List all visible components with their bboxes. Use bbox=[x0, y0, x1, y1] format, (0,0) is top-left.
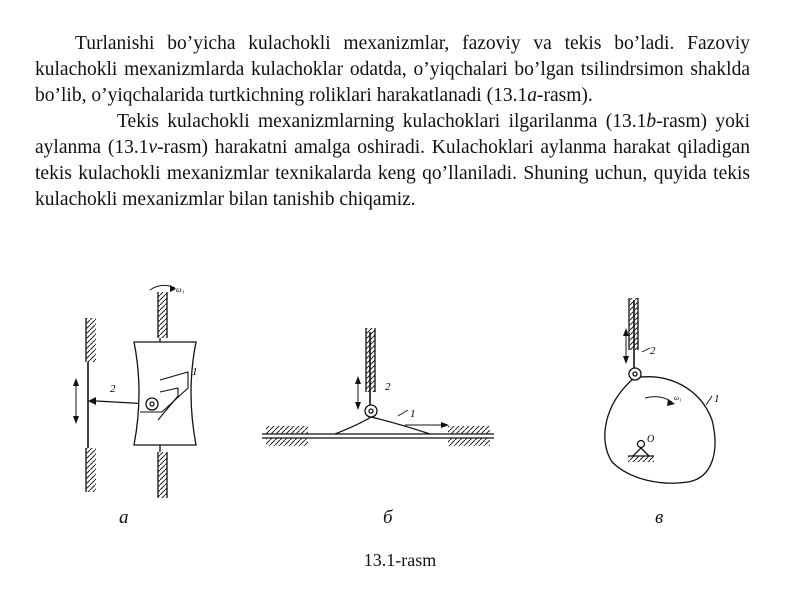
paragraph-2 bbox=[35, 109, 750, 213]
diagram-a-omega: ω₁ bbox=[176, 285, 185, 294]
cam-mechanisms-figure bbox=[0, 280, 800, 530]
ref-letter-v: v bbox=[148, 137, 158, 158]
ref-letter-a: a bbox=[527, 85, 537, 106]
ref-letter-b: b bbox=[646, 111, 657, 132]
figure-label-a: а bbox=[119, 507, 129, 528]
figure-label-v: в bbox=[655, 507, 664, 528]
figure-caption: 13.1-rasm bbox=[363, 550, 437, 570]
diagram-b bbox=[262, 328, 494, 446]
diagram-v-omega: ω₁ bbox=[674, 394, 682, 402]
paragraph-1-end: -rasm). bbox=[536, 85, 593, 106]
diagram-a bbox=[73, 285, 196, 498]
paragraph-1 bbox=[35, 31, 750, 109]
diagram-b-part-2: 2 bbox=[385, 381, 391, 393]
body-text bbox=[35, 31, 750, 213]
paragraph-1-text: Turlanishi bo’yicha kulachokli mexanizmlar, fazoviy va tekis bo’ladi. Fazoviy kulachokli mexanizmlarda kulachoklar odatda, o’yiqchalari bo’lgan tsilindrsimon shaklda bo’lib, o’yiqchalarida turtkichning roliklari harakatlanadi (13.1 bbox=[35, 33, 750, 106]
diagram-a-part-2: 2 bbox=[110, 383, 116, 395]
diagram-a-part-1: 1 bbox=[192, 366, 198, 378]
diagram-v-center: O bbox=[647, 434, 655, 445]
paragraph-2-text-b: -rasm) yoki aylanma (13.1 bbox=[35, 111, 751, 158]
diagram-v-part-1: 1 bbox=[714, 393, 720, 405]
diagram-v bbox=[605, 298, 715, 483]
figure-label-b: б bbox=[383, 507, 393, 528]
paragraph-2-text-c: -rasm) harakatni amalga oshiradi. Kulachoklari aylanma harakat qiladigan tekis kulachokli mexanizmlar texnikalarda keng qo’llaniladi. Shuning uchun, quyida tekis kulachokli mexanizmlar bilan tanishib chiqamiz. bbox=[35, 137, 750, 210]
paragraph-2-text-a: Tekis kulachokli mexanizmlarning kulachoklari ilgarilanma (13.1 bbox=[117, 111, 647, 132]
diagram-v-part-2: 2 bbox=[650, 345, 656, 357]
diagram-b-part-1: 1 bbox=[410, 408, 416, 420]
